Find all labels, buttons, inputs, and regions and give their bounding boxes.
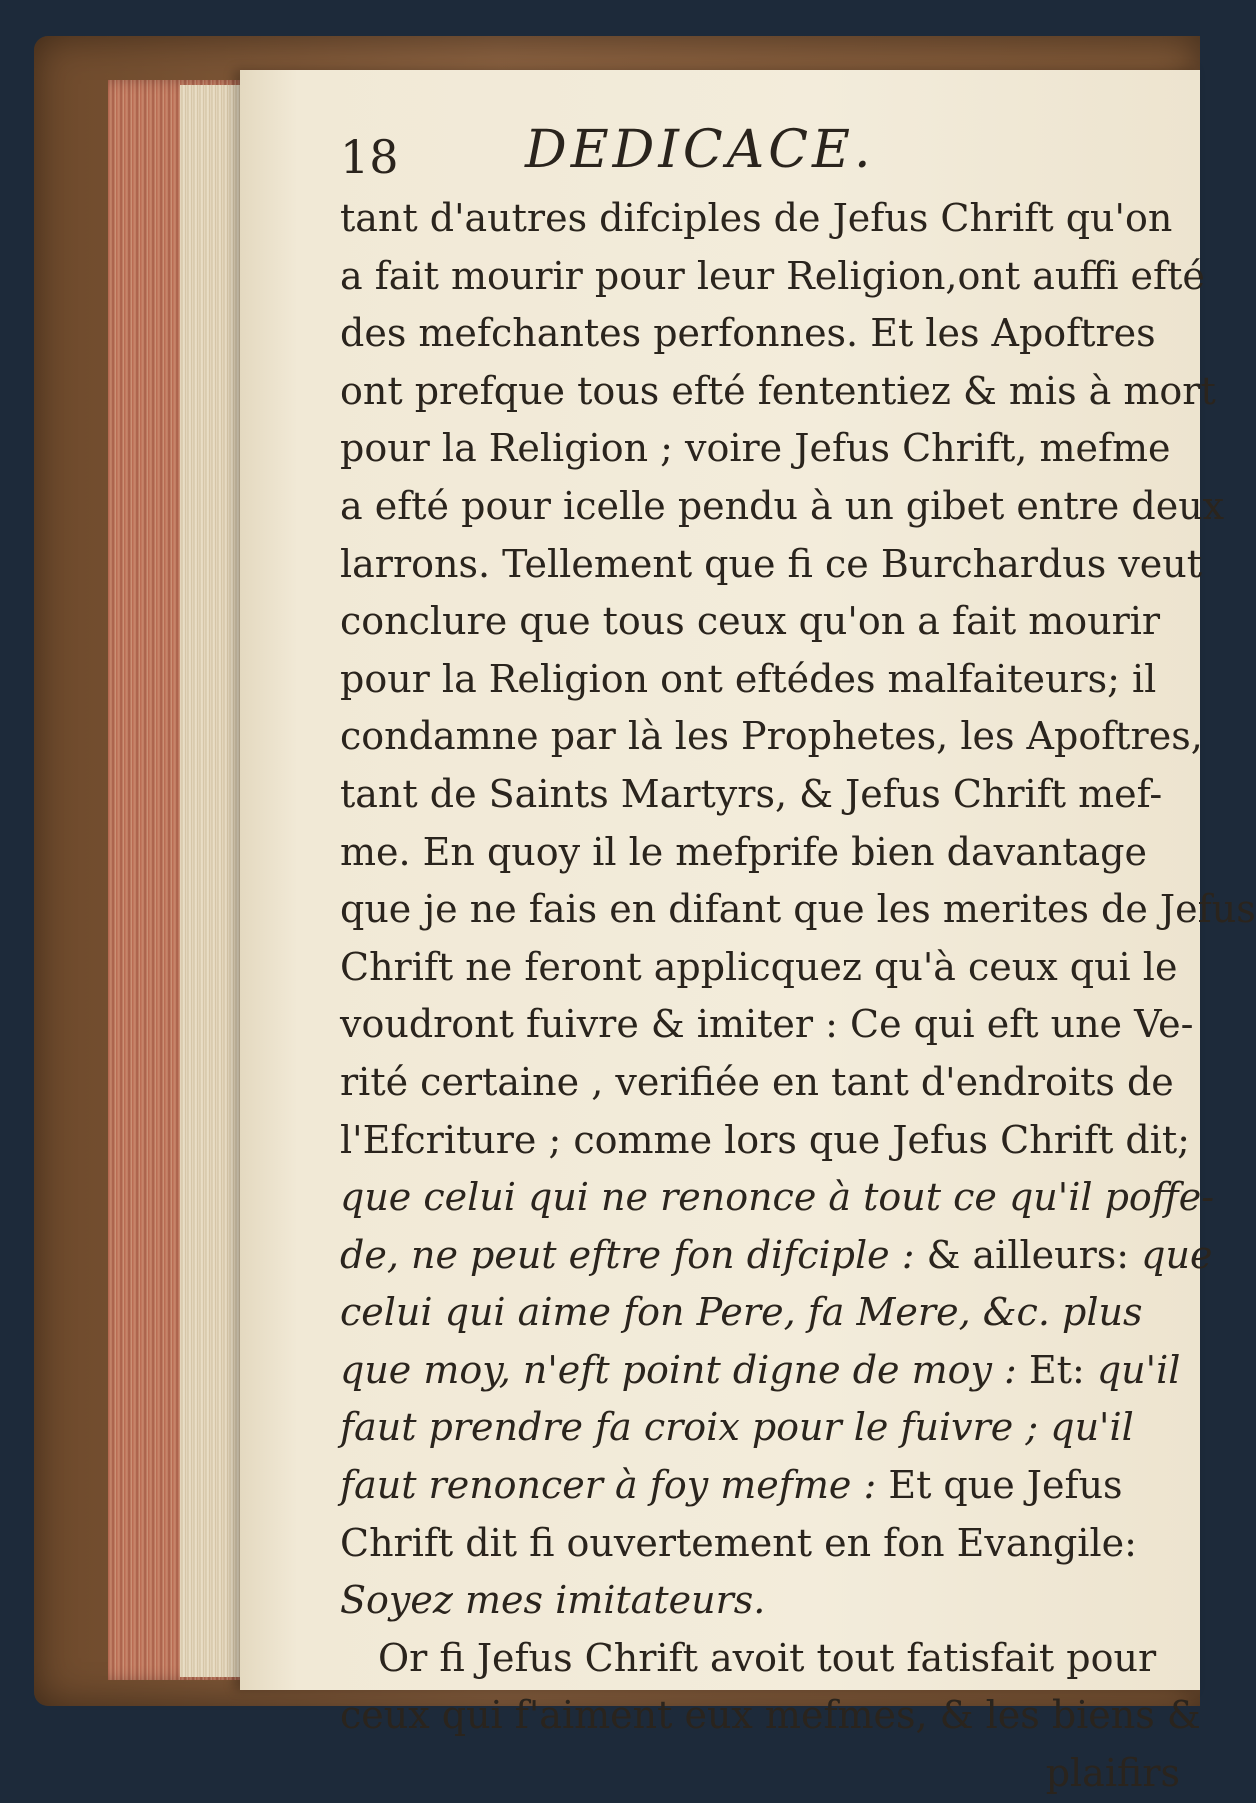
text-segment: a efté pour icelle pendu à un gibet entre deux	[340, 483, 1225, 528]
italic-text: faut renoncer à foy mefme :	[340, 1463, 877, 1508]
text-segment: ont prefque tous efté fententiez & mis à mort	[340, 368, 1216, 413]
text-line	[340, 651, 1180, 709]
text-line	[340, 420, 1180, 478]
italic-text: de, ne peut eftre fon difciple :	[340, 1232, 915, 1277]
text-line	[340, 881, 1256, 939]
text-line	[340, 1112, 1190, 1170]
text-line	[340, 190, 1180, 248]
text-segment: pour la Religion ont eftédes malfaiteurs; il	[340, 656, 1157, 701]
body-text	[340, 190, 1256, 1803]
italic-text: qu'il	[1096, 1347, 1181, 1392]
text-line	[340, 1054, 1180, 1112]
text-segment: me. En quoy il le mefprife bien davantage	[340, 829, 1147, 874]
text-segment: Chrift dit fi ouvertement en fon Evangile:	[340, 1520, 1137, 1565]
text-line	[340, 248, 1205, 306]
text-line	[340, 1745, 1180, 1803]
text-line	[340, 824, 1180, 882]
italic-text: Soyez mes imitateurs.	[340, 1578, 766, 1623]
italic-text: que celui qui ne renonce à tout ce qu'il poffe-	[340, 1175, 1215, 1220]
text-segment: ceux qui f'aiment eux mefmes, & les biens &	[340, 1693, 1201, 1738]
text-segment: tant de Saints Martyrs, & Jefus Chrift mef-	[340, 771, 1163, 816]
text-segment: conclure que tous ceux qu'on a fait mourir	[340, 599, 1161, 644]
text-line	[340, 708, 1203, 766]
text-line	[340, 1342, 1180, 1400]
text-line	[340, 305, 1180, 363]
text-segment: a fait mourir pour leur Religion,ont auffi efté	[340, 253, 1205, 298]
italic-text: que moy, n'eft point digne de moy :	[340, 1347, 1017, 1392]
text-line	[340, 1687, 1201, 1745]
text-segment: Et:	[1016, 1347, 1097, 1392]
italic-text: que	[1141, 1232, 1213, 1277]
text-segment: larrons. Tellement que fi ce Burchardus veut	[340, 541, 1203, 586]
italic-text: faut prendre fa croix pour le fuivre ; qu'il	[340, 1405, 1134, 1450]
text-segment: Et que Jefus	[876, 1463, 1123, 1508]
text-segment: Chrift ne feront applicquez qu'à ceux qui le	[340, 944, 1178, 989]
text-segment: & ailleurs:	[914, 1232, 1142, 1277]
text-line	[340, 766, 1180, 824]
text-line	[340, 1515, 1180, 1573]
text-line	[340, 536, 1203, 594]
text-line	[340, 363, 1216, 421]
text-line	[340, 1630, 1180, 1688]
text-line	[340, 478, 1225, 536]
text-line	[340, 939, 1180, 997]
page-number: 18	[340, 130, 399, 184]
text-line	[340, 1457, 1180, 1515]
italic-text: celui qui aime fon Pere, fa Mere, &c. plus	[340, 1290, 1143, 1335]
text-segment: Or fi Jefus Chrift avoit tout fatisfait pour	[378, 1635, 1157, 1680]
text-line	[340, 1572, 1180, 1630]
text-segment: plaifirs	[1045, 1751, 1180, 1796]
text-segment: voudront fuivre & imiter : Ce qui eft une Ve-	[340, 1002, 1194, 1047]
book-page	[240, 70, 1256, 1796]
text-segment: des mefchantes perfonnes. Et les Apoftres	[340, 311, 1156, 356]
running-title: DEDICACE.	[525, 120, 875, 180]
text-segment: l'Efcriture ; comme lors que Jefus Chrift dit;	[340, 1117, 1190, 1162]
text-segment: rité certaine , verifiée en tant d'endroits de	[340, 1059, 1174, 1104]
text-line	[340, 1227, 1213, 1285]
text-line	[340, 1284, 1180, 1342]
text-line	[340, 1399, 1180, 1457]
text-segment: condamne par là les Prophetes, les Apoftres,	[340, 714, 1203, 759]
text-line	[340, 1169, 1215, 1227]
text-segment: pour la Religion ; voire Jefus Chrift, mefme	[340, 426, 1171, 471]
text-line	[340, 593, 1180, 651]
text-segment: tant d'autres difciples de Jefus Chrift qu'on	[340, 196, 1173, 240]
text-line	[340, 996, 1194, 1054]
text-segment: que je ne fais en difant que les merites de Jefus	[340, 887, 1256, 932]
page-header	[340, 120, 1160, 190]
page-edges	[180, 85, 240, 1677]
